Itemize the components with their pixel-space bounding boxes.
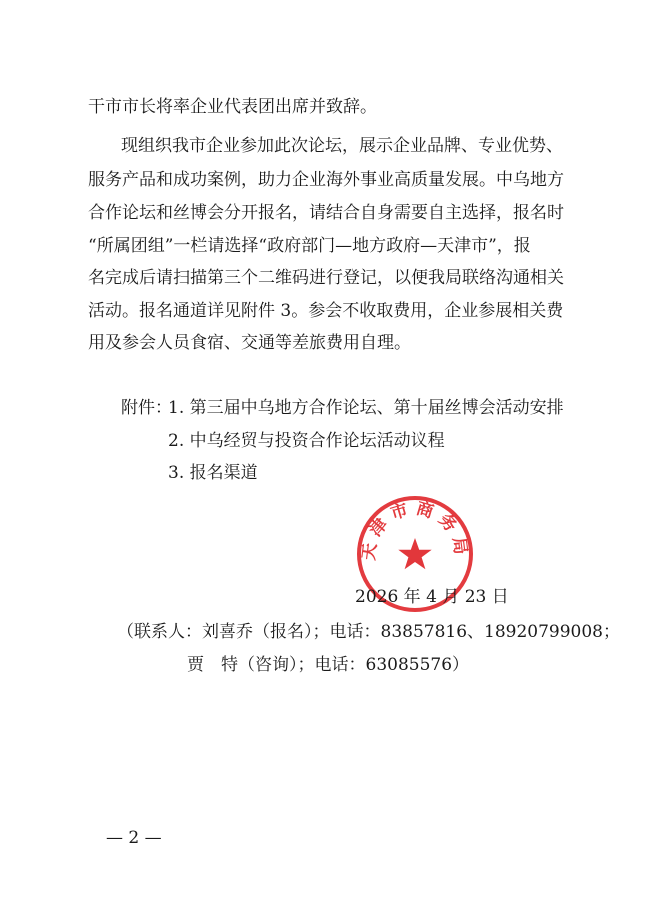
paragraph-line: 服务产品和成功案例，助力企业海外事业高质量发展。中乌地方 — [88, 170, 564, 190]
seal-star-icon — [398, 538, 431, 569]
paragraph-line: 活动。报名通道详见附件 3。参会不收取费用，企业参展相关费 — [88, 301, 564, 321]
paragraph-line: “所属团组”一栏请选择“政府部门—地方政府—天津市”，报 — [88, 236, 531, 256]
attachment-item-3: 3. 报名渠道 — [168, 463, 258, 483]
paragraph-line: 用及参会人员食宿、交通等差旅费用自理。 — [88, 333, 411, 353]
paragraph-line: 干市市长将率企业代表团出席并致辞。 — [88, 97, 377, 117]
attachments-label: 附件： — [121, 398, 172, 418]
contact-line-1: （联系人：刘喜乔（报名）；电话：83857816、18920799008； — [117, 622, 621, 642]
paragraph-line: 名完成后请扫描第三个二维码进行登记，以便我局联络沟通相关 — [88, 268, 564, 288]
seal-lettering: 天津市商务局 — [358, 498, 472, 562]
attachment-item-1: 1. 第三届中乌地方合作论坛、第十届丝博会活动安排 — [168, 398, 564, 418]
page-number: — 2 — — [106, 828, 162, 848]
paragraph-line: 现组织我市企业参加此次论坛，展示企业品牌、专业优势、 — [121, 136, 563, 156]
contact-line-2: 贾 特（咨询）；电话：63085576） — [187, 655, 470, 675]
document-date: 2026 年 4 月 23 日 — [355, 587, 509, 607]
paragraph-line: 合作论坛和丝博会分开报名，请结合自身需要自主选择，报名时 — [88, 203, 564, 223]
attachment-item-2: 2. 中乌经贸与投资合作论坛活动议程 — [168, 431, 445, 451]
